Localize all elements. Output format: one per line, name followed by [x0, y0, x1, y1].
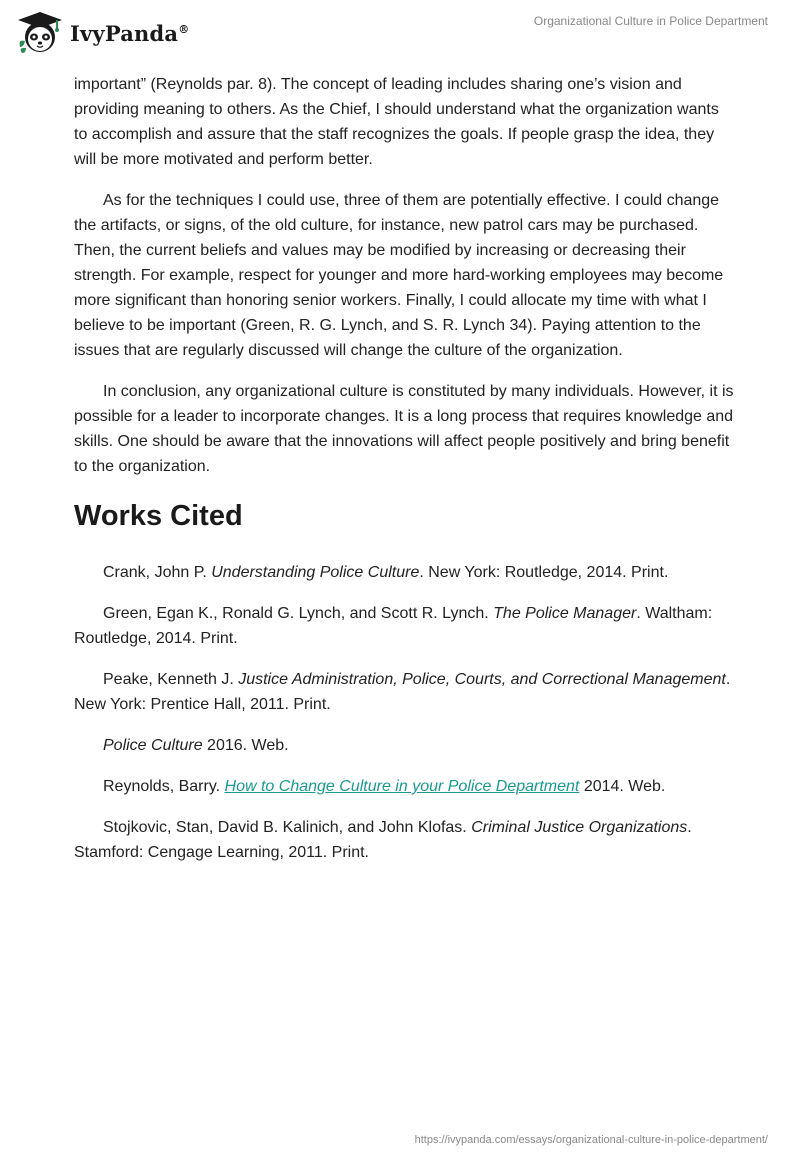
panda-graduate-icon [16, 9, 64, 57]
footer-source-url: https://ivypanda.com/essays/organizational-culture-in-police-department/ [414, 1134, 768, 1146]
works-cited-heading: Works Cited [74, 500, 243, 532]
essay-content [74, 72, 734, 881]
citation-police-culture: Police Culture 2016. Web. [103, 737, 289, 754]
paragraph-techniques: As for the techniques I could use, three of them are potentially effective. I could change the artifacts, or signs, of the old culture, for instance, new patrol cars may be purchased. Then, the current beliefs and values may be modified by increasing or decreasing their strength. For example, respect for younger and more hard-working employees may become more significant than honoring senior workers. Finally, I could allocate my time with what I believe to be important (Green, R. G. Lynch, and S. R. Lynch 34). Paying attention to the issues that are regularly discussed will change the culture of the organization. [74, 192, 724, 359]
document-header-title: Organizational Culture in Police Department [533, 14, 768, 28]
page-header [0, 0, 800, 70]
citation-green: Green, Egan K., Ronald G. Lynch, and Scott R. Lynch. The Police Manager. Waltham: Routledge, 2014. Print. [74, 605, 713, 647]
paragraph-conclusion: In conclusion, any organizational culture is constituted by many individuals. However, it is possible for a leader to incorporate changes. It is a long process that requires knowledge and skills. One should be aware that the innovations will affect people positively and bring benefit to the organization. [74, 383, 734, 475]
citation-stojkovic: Stojkovic, Stan, David B. Kalinich, and John Klofas. Criminal Justice Organizations. Stamford: Cengage Learning, 2011. Print. [74, 819, 692, 861]
brand-name: IvyPanda® [70, 20, 190, 46]
ivypanda-logo[interactable] [16, 9, 189, 57]
citation-crank: Crank, John P. Understanding Police Culture. New York: Routledge, 2014. Print. [103, 564, 669, 581]
citation-reynolds: Reynolds, Barry. How to Change Culture in your Police Department 2014. Web. [103, 778, 666, 795]
citation-peake: Peake, Kenneth J. Justice Administration, Police, Courts, and Correctional Management. New York: Prentice Hall, 2011. Print. [74, 671, 731, 713]
reynolds-article-link[interactable]: How to Change Culture in your Police Department [224, 778, 580, 795]
paragraph-continued: important” (Reynolds par. 8). The concept of leading includes sharing one’s vision and providing meaning to others. As the Chief, I should understand what the organization wants to accomplish and assure that the staff recognizes the goals. If people grasp the idea, they will be more motivated and perform better. [74, 76, 719, 168]
